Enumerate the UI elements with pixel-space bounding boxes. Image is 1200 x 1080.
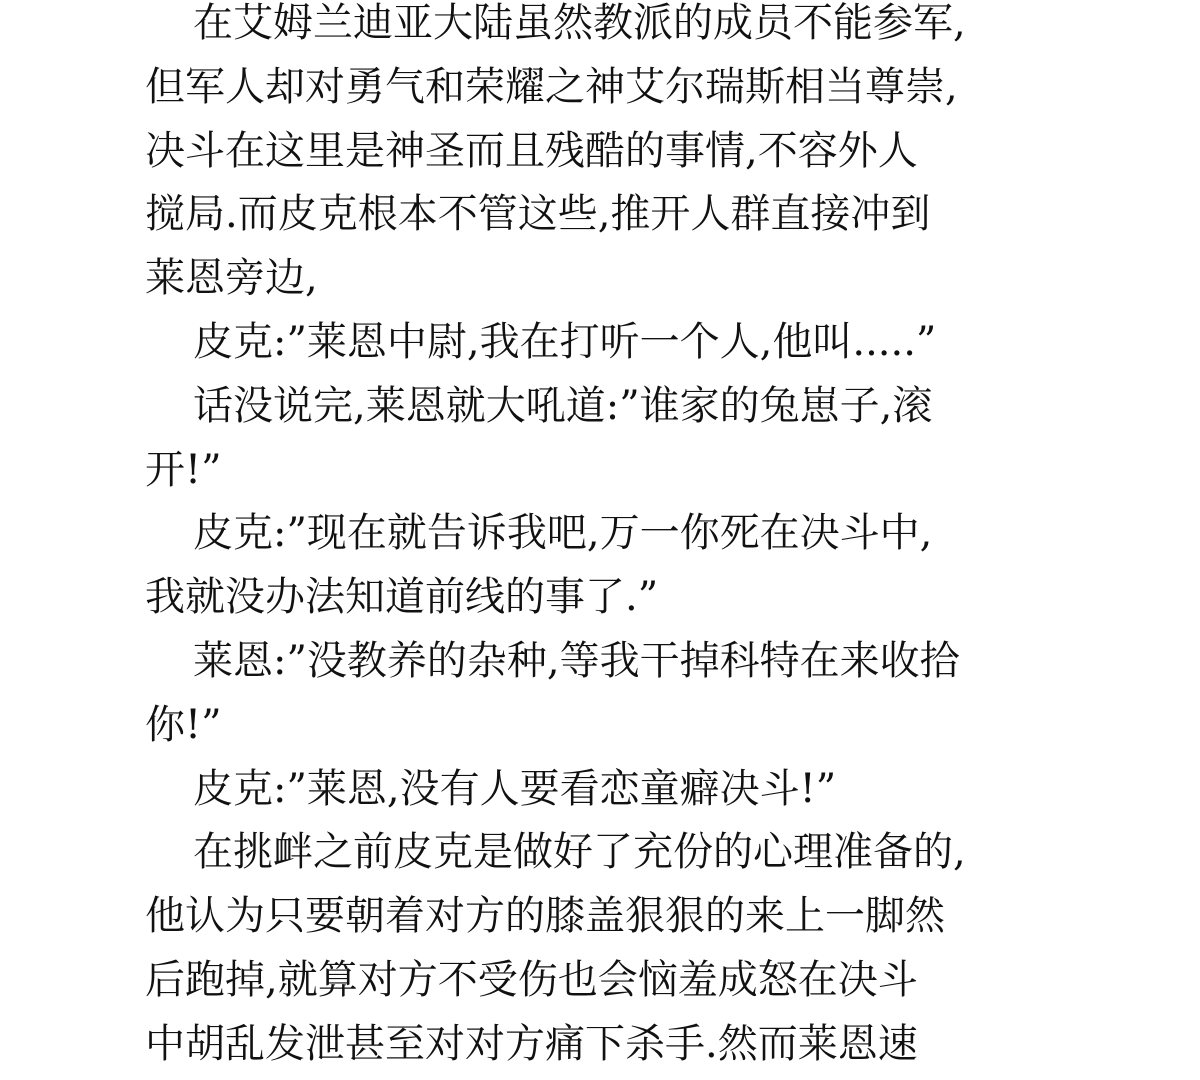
text-line: 在挑衅之前皮克是做好了充份的心理准备的, (193, 829, 966, 876)
text-line: 你!” (145, 701, 222, 748)
text-line: 后跑掉,就算对方不受伤也会恼羞成怒在决斗 (145, 956, 918, 1003)
text-line: 但军人却对勇气和荣耀之神艾尔瑞斯相当尊崇, (145, 63, 958, 110)
text-line: 中胡乱发泄甚至对对方痛下杀手.然而莱恩速 (145, 1020, 918, 1067)
text-line: 他认为只要朝着对方的膝盖狠狠的来上一脚然 (145, 893, 945, 940)
text-line: 莱恩:”没教养的杂种,等我干掉科特在来收拾 (193, 637, 960, 684)
text-line: 话没说完,莱恩就大吼道:”谁家的兔崽子,滚 (193, 382, 933, 429)
body-text (145, 0, 1045, 1077)
text-line: 皮克:”莱恩,没有人要看恋童癖决斗!” (193, 765, 837, 812)
text-line: 在艾姆兰迪亚大陆虽然教派的成员不能参军, (193, 0, 966, 46)
text-line: 决斗在这里是神圣而且残酷的事情,不容外人 (145, 127, 918, 174)
text-line: 皮克:”莱恩中尉,我在打听一个人,他叫.....” (193, 318, 937, 365)
text-line: 皮克:”现在就告诉我吧,万一你死在决斗中, (193, 510, 933, 557)
text-line: 开!” (145, 446, 222, 493)
text-line: 搅局.而皮克根本不管这些,推开人群直接冲到 (145, 191, 931, 238)
text-line: 我就没办法知道前线的事了.” (145, 574, 659, 621)
text-line: 莱恩旁边, (145, 255, 318, 302)
